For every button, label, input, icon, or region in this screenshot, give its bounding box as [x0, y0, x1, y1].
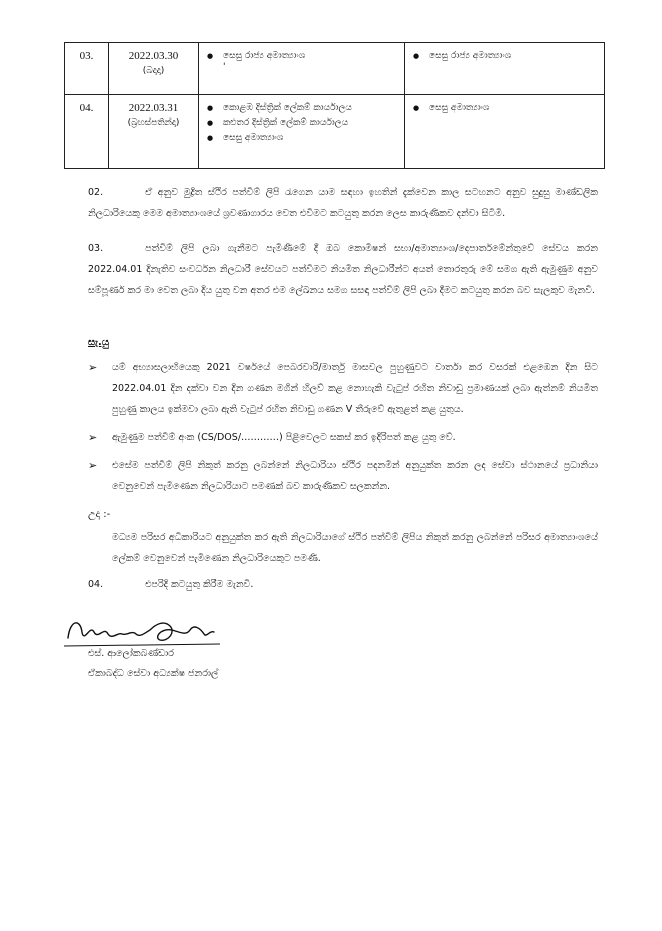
paragraph-text: පත්වීම් ලිපි ලබා ගැනීමට පැමිණීමේ දී ඔබ කොමිෂන් සභා/අමාත්‍යාංශ/දෙපාර්තමේන්තුවේ සේවය කරන 2022.04.01 දිනැතිව සංවර්ධන නිලධාරී සේවයට පත්වීමට නියමිත නිලධාරීන්ට අයත් තොරතුරු මේ සමග ඇති ඇමුණුම අනුව සම්පූර්ණ කර මා වෙත ලබා දිය යුතු වන අතර එම ලේඛනය සමග සසඳා පත්වීම් ලිපි ලබා දීමට කටයුතු කරන බව සැලකුව මැනවි.	[88, 243, 598, 296]
list-item: ● කළුතර දිස්ත්‍රික් ලේකම් කාර්යාලය	[205, 116, 398, 131]
date-value: 2022.03.30	[128, 50, 179, 62]
day-value: (බ්‍රහස්පතින්දා)	[127, 118, 180, 128]
table-row	[65, 95, 605, 169]
note-item: ඇමුණුම පත්වීම් අංක (CS/DOS/…………) පිළිවෙලට සකස් කර ඉදිරිපත් කළ යුතු වේ.	[112, 432, 456, 443]
paragraph-number: 03.	[88, 243, 104, 254]
schedule-table	[64, 42, 605, 169]
offices-cell	[199, 95, 405, 169]
offices-cell	[199, 43, 405, 95]
stray-mark: '	[223, 62, 226, 72]
day-value: (බදාදා)	[142, 66, 165, 76]
date-cell	[109, 95, 199, 169]
paragraph-number: 02.	[88, 187, 104, 198]
signatory-title: ඒකාබද්ධ සේවා අධ්‍යක්ෂ ජනරාල්	[88, 668, 219, 679]
ministries-cell	[405, 43, 605, 95]
arrow-bullet-icon: ➢	[88, 361, 98, 374]
paragraph-02	[88, 182, 598, 224]
note-item: යම් අභ්‍යාසලාභියෙකු 2021 වර්ෂයේ පෙබරවාරි/මාර්තු මාසවල පුහුණුවට වාර්තා කර වසරක් එළඹෙන දින සිට 2022.04.01 දින දක්වා වන දින ගණන මගින් හිලව් කළ නොහැකි වැටුප් රහිත නිවාඩු ප්‍රමාණයක් ලබා ඇත්නම් නියමිත පුහුණු කාලය ඉක්මවා ලබා ඇති වැටුප් රහිත නිවාඩු ගණන V තීරුවේ ඇතුළත් කළ යුතුය.	[112, 362, 598, 415]
paragraph-03	[88, 238, 598, 301]
arrow-bullet-icon: ➢	[88, 431, 98, 444]
list-item: ● සෙසු රාජ්‍ය අමාත්‍යාංශ	[205, 49, 398, 64]
table-row	[65, 43, 605, 95]
example-text: මධ්‍යම පරිසර අධිකාරියට අනුයුක්ත කර ඇති නිලධාරියාගේ ස්ථිර පත්වීම් ලිපිය නිකුත් කරනු ලබන්නේ පරිසර අමාත්‍යාංශයේ ලේකම් වෙනුවෙන් පැමිණෙන නිලධාරියෙකුට පමණි.	[112, 532, 598, 564]
paragraph-text: ඒ අනුව මුද්‍රිත ස්ථිර පත්වීම් ලිපි රැගෙන යාම සඳහා ඉහතින් දැක්වෙන කාල සටහනට අනුව සුදුසු මාණ්ඩලික නිලධාරියෙකු මෙම අමාත්‍යාංශයේ ශ්‍රවණාගාරය වෙත එවීමට කටයුතු කරන ලෙස කාරුණිකව දන්වා සිටිමි.	[88, 187, 598, 219]
paragraph-number: 04.	[88, 579, 104, 590]
date-cell	[109, 43, 199, 95]
signatory-name: එස්. ආලෝකබණ්ඩාර	[88, 648, 174, 659]
list-item: ● සෙසු අමාත්‍යාංශ	[205, 131, 398, 146]
signature-icon	[60, 610, 230, 650]
date-value: 2022.03.31	[128, 102, 179, 114]
ministries-cell	[405, 95, 605, 169]
paragraph-04	[88, 574, 598, 595]
list-item: ● කොළඹ දිස්ත්‍රික් ලේකම් කාර්යාලය	[205, 101, 398, 116]
arrow-bullet-icon: ➢	[88, 459, 98, 472]
list-item: ● සෙසු රාජ්‍ය අමාත්‍යාංශ	[411, 49, 598, 64]
row-number: 04.	[65, 95, 109, 169]
notes-heading: සැ.යු	[88, 337, 109, 348]
paragraph-text: එපරිදි කටයුතු කිරීම මැනවි.	[145, 579, 254, 590]
example-heading: උදා :-	[88, 509, 111, 520]
row-number: 03.	[65, 43, 109, 95]
list-item: ● සෙසු අමාත්‍යාංශ	[411, 101, 598, 116]
note-item: එසේම පත්වීම් ලිපි නිකුත් කරනු ලබන්නේ නිලධාරියා ස්ථිර පදනමින් අනුයුක්ත කරන ලද සේවා ස්ථානයේ ප්‍රධානියා වෙනුවෙන් පැමිණෙන නිලධාරියාට පමණක් බව කාරුණිකව සලකන්න.	[112, 460, 598, 492]
